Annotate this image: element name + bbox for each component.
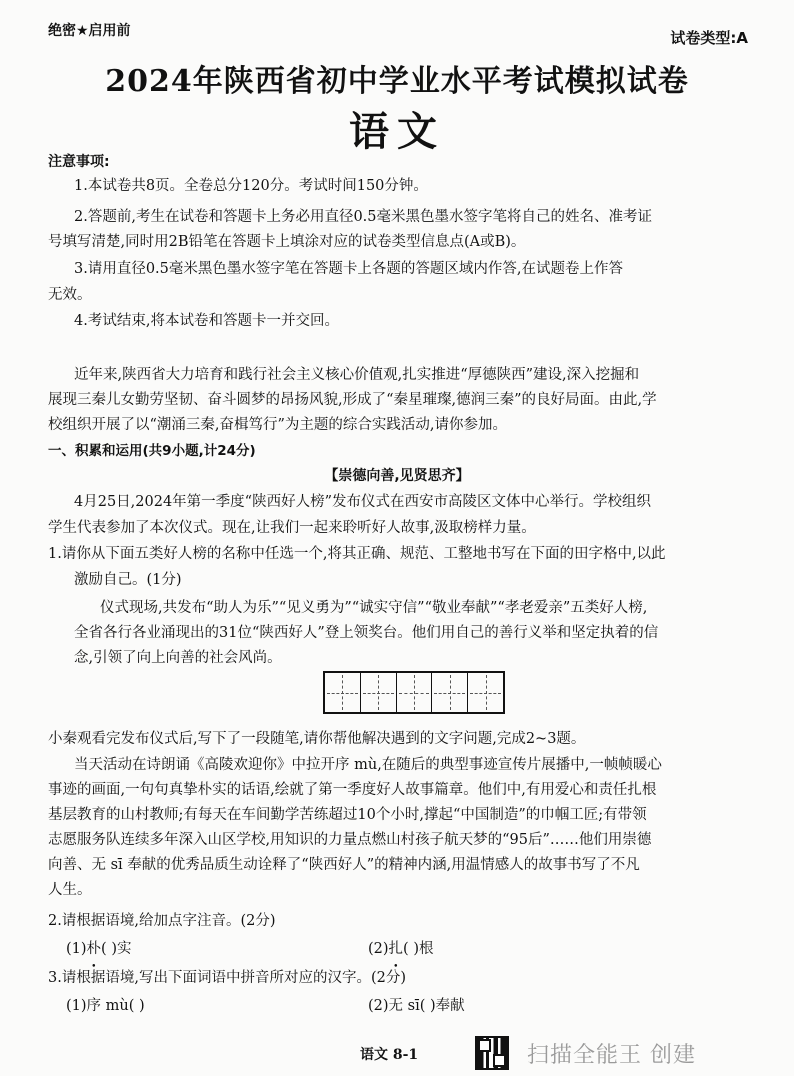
notice-item-4: 4.考试结束,将本试卷和答题卡一并交回。: [74, 313, 339, 329]
item-number: (1): [66, 941, 87, 957]
notice-item-1: 1.本试卷共8页。全卷总分120分。考试时间150分钟。: [74, 178, 428, 194]
subject-title: 语文: [349, 109, 445, 155]
exam-title: 2024年陕西省初中学业水平考试模拟试卷: [105, 64, 689, 99]
intro-line-1: 近年来,陕西省大力培育和践行社会主义核心价值观,扎实推进“厚德陕西”建设,深入挖掘和: [74, 367, 640, 383]
essay-line-1: 当天活动在诗朗诵《高陵欢迎你》中拉开序 mù,在随后的典型事迹宣传片展播中,一帧帧暖心: [74, 757, 662, 773]
essay-intro: 小秦观看完发布仪式后,写下了一段随笔,请你帮他解决遇到的文字问题,完成2~3题。: [48, 731, 586, 747]
grid-cell[interactable]: [325, 673, 361, 712]
page-number: 语文 8-1: [360, 1047, 419, 1063]
grid-cell[interactable]: [468, 673, 503, 712]
tianzige-writing-grid[interactable]: [323, 671, 505, 714]
grid-cell[interactable]: [361, 673, 397, 712]
answer-blank[interactable]: ( )根: [403, 941, 434, 957]
dotted-char: 朴: [86, 941, 102, 957]
ceremony-line-1: 仪式现场,共发布“助人为乐”“见义勇为”“诚实守信”“敬业奉献”“孝老爱亲”五类好人榜,: [100, 600, 648, 616]
item-number: (2): [368, 941, 389, 957]
ceremony-line-2: 全省各行各业涌现出的31位“陕西好人”登上领奖台。他们用自己的善行义举和坚定执着的信: [74, 625, 659, 641]
ceremony-line-3: 念,引领了向上向善的社会风尚。: [74, 650, 282, 666]
qr-code-icon: [475, 1036, 509, 1070]
essay-line-2: 事迹的画面,一句句真挚朴实的话语,绘就了第一季度好人故事篇章。他们中,有用爱心和责任扎根: [48, 782, 657, 798]
essay-line-6: 人生。: [48, 882, 92, 898]
news-line-1: 4月25日,2024年第一季度“陕西好人榜”发布仪式在西安市高陵区文体中心举行。学校组织: [74, 494, 652, 510]
notice-item-3b: 无效。: [48, 287, 92, 303]
question-2-item-2[interactable]: [368, 937, 668, 961]
question-1b: 激励自己。(1分): [74, 572, 182, 588]
notice-item-2b: 号填写清楚,同时用2B铅笔在答题卡上填涂对应的试卷类型信息点(A或B)。: [48, 234, 526, 250]
notice-item-3a: 3.请用直径0.5毫米黑色墨水签字笔在答题卡上各题的答题区域内作答,在试题卷上作答: [74, 261, 624, 277]
scanner-watermark: 扫描全能王 创建: [527, 1043, 696, 1068]
secret-label: 绝密★启用前: [48, 23, 131, 39]
grid-cell[interactable]: [432, 673, 468, 712]
essay-line-5: 向善、无 sī 奉献的优秀品质生动诠释了“陕西好人”的精神内涵,用温情感人的故事书写了不凡: [48, 857, 640, 873]
essay-line-4: 志愿服务队连续多年深入山区学校,用知识的力量点燃山村孩子航天梦的“95后”……他们用崇德: [48, 832, 652, 848]
question-3-item-1[interactable]: (1)序 mù( ): [66, 998, 145, 1014]
answer-blank[interactable]: ( )实: [101, 941, 132, 957]
subsection-heading: 【崇德向善,见贤思齐】: [324, 468, 470, 484]
section-heading: 一、积累和运用(共9小题,计24分): [48, 443, 256, 459]
notice-item-2a: 2.答题前,考生在试卷和答题卡上务必用直径0.5毫米黑色墨水签字笔将自己的姓名、准考证: [74, 209, 652, 225]
intro-line-3: 校组织开展了以“潮涌三秦,奋楫笃行”为主题的综合实践活动,请你参加。: [48, 417, 508, 433]
dotted-char: 扎: [388, 941, 404, 957]
essay-line-3: 基层教育的山村教师;有每天在车间勤学苦练超过10个小时,撑起“中国制造”的巾帼工匠;有带领: [48, 807, 647, 823]
paper-type-label: 试卷类型:A: [670, 29, 748, 47]
question-3: 3.请根据语境,写出下面词语中拼音所对应的汉字。(2分): [48, 970, 406, 986]
question-3-item-2[interactable]: (2)无 sī( )奉献: [368, 998, 465, 1014]
news-line-2: 学生代表参加了本次仪式。现在,让我们一起来聆听好人故事,汲取榜样力量。: [48, 520, 536, 536]
grid-cell[interactable]: [397, 673, 433, 712]
question-1a: 1.请你从下面五类好人榜的名称中任选一个,将其正确、规范、工整地书写在下面的田字格中,以此: [48, 546, 666, 562]
intro-line-2: 展现三秦儿女勤劳坚韧、奋斗圆梦的昂扬风貌,形成了“秦星璀璨,德润三秦”的良好局面。由此,学: [48, 392, 657, 408]
notice-heading: 注意事项:: [48, 154, 110, 170]
question-2: 2.请根据语境,给加点字注音。(2分): [48, 913, 276, 929]
